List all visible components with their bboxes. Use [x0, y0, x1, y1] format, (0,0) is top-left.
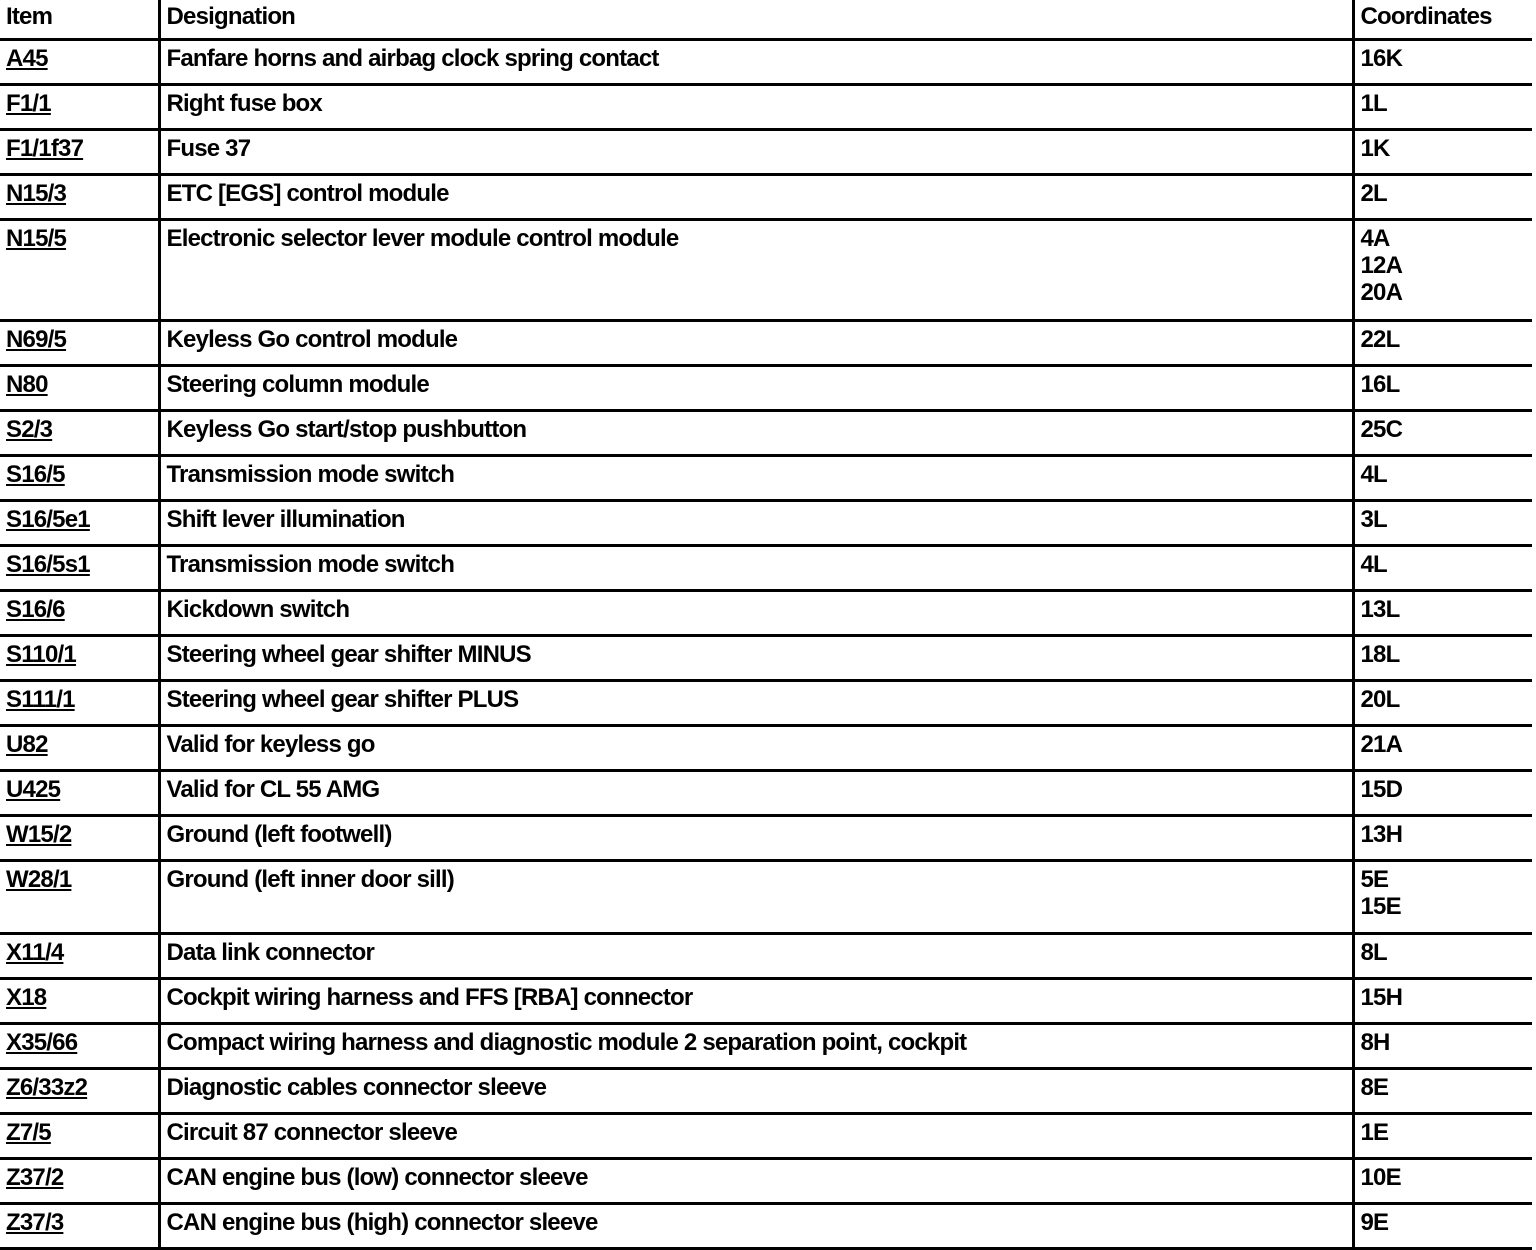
item-link[interactable]: X35/66	[6, 1029, 78, 1056]
coordinate-value: 16L	[1360, 371, 1400, 398]
coordinate-value: 4L	[1360, 461, 1387, 488]
designation-cell: Compact wiring harness and diagnostic module 2 separation point, cockpit	[159, 1024, 1353, 1069]
item-link[interactable]: A45	[6, 45, 48, 72]
coordinates-cell	[1353, 411, 1532, 456]
item-link[interactable]: Z6/33z2	[6, 1074, 88, 1101]
table-row	[0, 175, 1532, 220]
designation-cell: Cockpit wiring harness and FFS [RBA] connector	[159, 979, 1353, 1024]
item-link[interactable]: S110/1	[6, 641, 76, 668]
designation-cell: Keyless Go start/stop pushbutton	[159, 411, 1353, 456]
item-cell	[0, 861, 159, 934]
item-cell	[0, 366, 159, 411]
coordinate-value: 13L	[1360, 596, 1400, 623]
item-link[interactable]: S2/3	[6, 416, 53, 443]
coordinate-value: 15D	[1360, 776, 1403, 803]
coordinates-cell	[1353, 1159, 1532, 1204]
table-row	[0, 85, 1532, 130]
coordinates-cell	[1353, 1114, 1532, 1159]
designation-cell: Data link connector	[159, 934, 1353, 979]
item-link[interactable]: X11/4	[6, 939, 64, 966]
coordinate-value: 21A	[1360, 731, 1403, 758]
table-row	[0, 934, 1532, 979]
item-cell	[0, 681, 159, 726]
designation-cell: Diagnostic cables connector sleeve	[159, 1069, 1353, 1114]
coordinates-cell	[1353, 934, 1532, 979]
item-link[interactable]: W15/2	[6, 821, 72, 848]
item-cell	[0, 175, 159, 220]
coordinate-value: 4A	[1360, 225, 1390, 252]
coordinates-cell	[1353, 220, 1532, 321]
item-cell	[0, 934, 159, 979]
table-row	[0, 771, 1532, 816]
coordinates-cell	[1353, 726, 1532, 771]
table-row	[0, 979, 1532, 1024]
coordinate-value: 22L	[1360, 326, 1400, 353]
table-row	[0, 411, 1532, 456]
item-cell	[0, 411, 159, 456]
table-row	[0, 546, 1532, 591]
coordinate-value: 4L	[1360, 551, 1387, 578]
coordinates-cell	[1353, 321, 1532, 366]
designation-cell: Transmission mode switch	[159, 546, 1353, 591]
coordinate-value: 12A	[1360, 252, 1403, 279]
item-link[interactable]: Z7/5	[6, 1119, 51, 1146]
table-row	[0, 130, 1532, 175]
table-row	[0, 1204, 1532, 1249]
coordinates-cell	[1353, 1069, 1532, 1114]
item-link[interactable]: N69/5	[6, 326, 67, 353]
header-row	[0, 0, 1532, 40]
item-cell	[0, 636, 159, 681]
designation-cell: Ground (left footwell)	[159, 816, 1353, 861]
table-row	[0, 501, 1532, 546]
table-body	[0, 40, 1532, 1249]
coordinate-value: 1K	[1360, 135, 1390, 162]
coordinate-value: 9E	[1360, 1209, 1389, 1236]
item-link[interactable]: Z37/2	[6, 1164, 64, 1191]
table-row	[0, 726, 1532, 771]
item-cell	[0, 979, 159, 1024]
item-link[interactable]: S16/6	[6, 596, 65, 623]
coordinate-value: 3L	[1360, 506, 1387, 533]
designation-cell: ETC [EGS] control module	[159, 175, 1353, 220]
table-row	[0, 456, 1532, 501]
table-row	[0, 636, 1532, 681]
designation-cell: CAN engine bus (high) connector sleeve	[159, 1204, 1353, 1249]
coordinates-cell	[1353, 1204, 1532, 1249]
coordinates-cell	[1353, 771, 1532, 816]
coordinate-value: 25C	[1360, 416, 1403, 443]
item-link[interactable]: S111/1	[6, 686, 75, 713]
coordinate-value: 2L	[1360, 180, 1387, 207]
item-link[interactable]: N15/5	[6, 225, 67, 252]
designation-cell: Transmission mode switch	[159, 456, 1353, 501]
item-cell	[0, 591, 159, 636]
table-row	[0, 40, 1532, 85]
coordinates-cell	[1353, 681, 1532, 726]
item-link[interactable]: S16/5	[6, 461, 65, 488]
coordinates-cell	[1353, 40, 1532, 85]
designation-column-header: Designation	[159, 0, 1353, 40]
coordinates-cell	[1353, 816, 1532, 861]
item-cell	[0, 816, 159, 861]
table-row	[0, 366, 1532, 411]
designation-cell: Kickdown switch	[159, 591, 1353, 636]
designation-cell: Steering column module	[159, 366, 1353, 411]
table-row	[0, 591, 1532, 636]
item-cell	[0, 130, 159, 175]
coordinates-cell	[1353, 1024, 1532, 1069]
coordinate-value: 8L	[1360, 939, 1387, 966]
item-cell	[0, 1159, 159, 1204]
table-row	[0, 1069, 1532, 1114]
item-cell	[0, 40, 159, 85]
coordinates-cell	[1353, 456, 1532, 501]
item-cell	[0, 85, 159, 130]
coordinates-cell	[1353, 636, 1532, 681]
coordinates-column-header: Coordinates	[1353, 0, 1532, 40]
designation-cell: Steering wheel gear shifter MINUS	[159, 636, 1353, 681]
item-cell	[0, 456, 159, 501]
item-cell	[0, 501, 159, 546]
coordinate-value: 16K	[1360, 45, 1403, 72]
designation-cell: Valid for keyless go	[159, 726, 1353, 771]
coordinates-cell	[1353, 175, 1532, 220]
item-link[interactable]: U425	[6, 776, 61, 803]
designation-cell: Shift lever illumination	[159, 501, 1353, 546]
coordinate-value: 20L	[1360, 686, 1400, 713]
item-link[interactable]: S16/5s1	[6, 551, 90, 578]
table-row	[0, 1114, 1532, 1159]
coordinates-cell	[1353, 130, 1532, 175]
table-row	[0, 321, 1532, 366]
coordinate-value: 8H	[1360, 1029, 1390, 1056]
item-link[interactable]: U82	[6, 731, 48, 758]
table-row	[0, 220, 1532, 321]
table-row	[0, 861, 1532, 934]
designation-cell: Circuit 87 connector sleeve	[159, 1114, 1353, 1159]
coordinates-cell	[1353, 501, 1532, 546]
item-cell	[0, 1204, 159, 1249]
item-cell	[0, 1069, 159, 1114]
coordinate-value: 15H	[1360, 984, 1403, 1011]
item-link[interactable]: F1/1f37	[6, 135, 84, 162]
item-link[interactable]: Z37/3	[6, 1209, 64, 1236]
coordinate-value: 5E	[1360, 866, 1389, 893]
item-link[interactable]: S16/5e1	[6, 506, 90, 533]
item-cell	[0, 1024, 159, 1069]
designation-cell: Keyless Go control module	[159, 321, 1353, 366]
coordinates-cell	[1353, 591, 1532, 636]
designation-cell: Right fuse box	[159, 85, 1353, 130]
designation-cell: CAN engine bus (low) connector sleeve	[159, 1159, 1353, 1204]
coordinates-cell	[1353, 366, 1532, 411]
designation-cell: Steering wheel gear shifter PLUS	[159, 681, 1353, 726]
item-column-header: Item	[0, 0, 159, 40]
coordinates-cell	[1353, 979, 1532, 1024]
table-row	[0, 1024, 1532, 1069]
item-link[interactable]: N15/3	[6, 180, 67, 207]
designation-cell: Valid for CL 55 AMG	[159, 771, 1353, 816]
item-cell	[0, 220, 159, 321]
table-row	[0, 681, 1532, 726]
coordinates-cell	[1353, 546, 1532, 591]
coordinate-value: 8E	[1360, 1074, 1389, 1101]
designation-cell: Electronic selector lever module control module	[159, 220, 1353, 321]
table-row	[0, 1159, 1532, 1204]
coordinate-value: 1E	[1360, 1119, 1389, 1146]
table-row	[0, 816, 1532, 861]
coordinate-value: 1L	[1360, 90, 1387, 117]
coordinates-cell	[1353, 861, 1532, 934]
item-link[interactable]: F1/1	[6, 90, 51, 117]
item-cell	[0, 321, 159, 366]
designation-cell: Fuse 37	[159, 130, 1353, 175]
item-link[interactable]: N80	[6, 371, 48, 398]
coordinate-value: 13H	[1360, 821, 1403, 848]
designation-cell: Ground (left inner door sill)	[159, 861, 1353, 934]
item-cell	[0, 546, 159, 591]
item-cell	[0, 726, 159, 771]
item-link[interactable]: W28/1	[6, 866, 72, 893]
coordinate-value: 10E	[1360, 1164, 1401, 1191]
coordinate-value: 20A	[1360, 279, 1403, 306]
coordinates-cell	[1353, 85, 1532, 130]
item-link[interactable]: X18	[6, 984, 47, 1011]
item-cell	[0, 1114, 159, 1159]
coordinate-value: 15E	[1360, 893, 1401, 920]
coordinate-value: 18L	[1360, 641, 1400, 668]
item-cell	[0, 771, 159, 816]
designation-cell: Fanfare horns and airbag clock spring contact	[159, 40, 1353, 85]
